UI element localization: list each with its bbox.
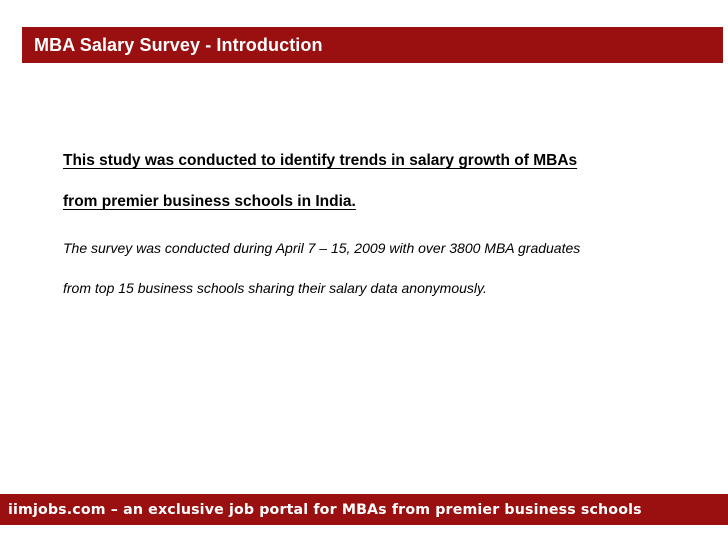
footer-bar xyxy=(0,494,728,525)
survey-detail-line-1: The survey was conducted during April 7 – 15, 2009 with over 3800 MBA graduates xyxy=(63,240,581,256)
title-bar xyxy=(22,27,723,63)
intro-bold-line-1: This study was conducted to identify trends in salary growth of MBAs xyxy=(63,152,578,169)
intro-bold-line-2: from premier business schools in India. xyxy=(63,193,356,210)
slide-title: MBA Salary Survey - Introduction xyxy=(34,34,323,55)
footer-tagline: iimjobs.com – an exclusive job portal for MBAs from premier business schools xyxy=(8,501,642,518)
survey-detail-line-2: from top 15 business schools sharing their salary data anonymously. xyxy=(63,280,487,296)
